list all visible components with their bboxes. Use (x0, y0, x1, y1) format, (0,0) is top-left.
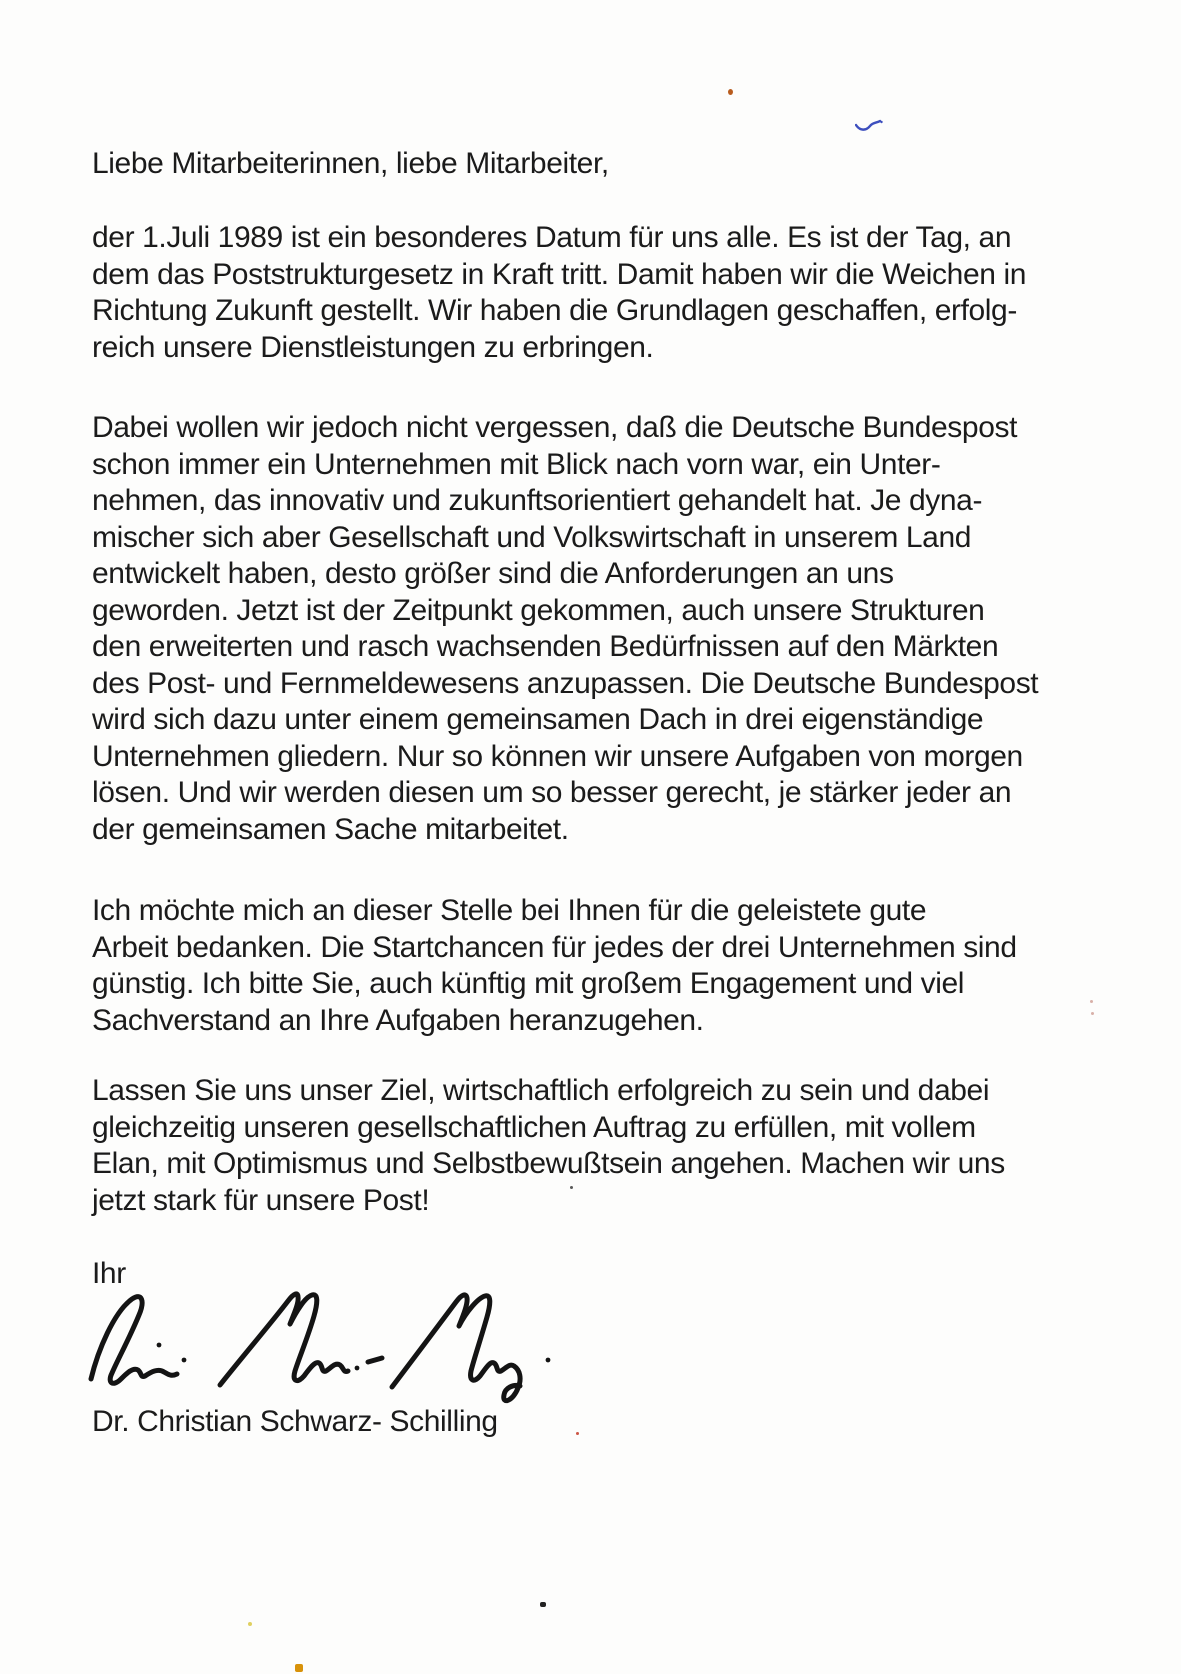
scan-speck-orange (728, 89, 733, 95)
text-line: jetzt stark für unsere Post! (92, 1183, 430, 1217)
text-line: mischer sich aber Gesellschaft und Volkswirtschaft in unserem Land (92, 520, 972, 554)
scan-squiggle-blue (855, 119, 883, 133)
text-line: lösen. Und wir werden diesen um so besser gerecht, je stärker jeder an (92, 776, 1012, 809)
text-line: den erweiterten und rasch wachsenden Bedürfnissen auf den Märkten (92, 630, 999, 663)
text-line: der 1.Juli 1989 ist ein besonderes Datum für uns alle. Es ist der Tag, an (92, 221, 1012, 254)
scan-speck-red (576, 1432, 579, 1435)
closing-word: Ihr (92, 1257, 126, 1290)
handwritten-signature-icon (86, 1288, 561, 1410)
text-line: dem das Poststrukturgesetz in Kraft tritt. Damit haben wir die Weichen in (92, 257, 1026, 291)
text-line: Arbeit bedanken. Die Startchancen für jedes der drei Unternehmen sind (92, 930, 1017, 964)
scan-speck-faint (1091, 1012, 1094, 1015)
text-line: schon immer ein Unternehmen mit Blick nach vorn war, ein Unter- (92, 447, 941, 481)
salutation: Liebe Mitarbeiterinnen, liebe Mitarbeiter, (92, 147, 609, 180)
text-line: gleichzeitig unseren gesellschaftlichen Auftrag zu erfüllen, mit vollem (92, 1110, 976, 1144)
scan-speck-yellow (248, 1622, 252, 1626)
text-line: der gemeinsamen Sache mitarbeitet. (92, 812, 569, 846)
paragraph-2 (92, 410, 1038, 848)
text-line: wird sich dazu unter einem gemeinsamen Dach in drei eigenständige (92, 703, 984, 736)
scan-speck-black (540, 1602, 546, 1607)
text-line: Richtung Zukunft gestellt. Wir haben die Grundlagen geschaffen, erfolg- (92, 294, 1017, 327)
text-line: Sachverstand an Ihre Aufgaben heranzugehen. (92, 1003, 704, 1037)
text-line: reich unsere Dienstleistungen zu erbringen. (92, 330, 654, 364)
scan-speck-faint (1090, 1000, 1093, 1003)
scan-speck-dark (570, 1186, 573, 1189)
text-line: Ich möchte mich an dieser Stelle bei Ihnen für die geleistete gute (92, 894, 927, 927)
paragraph-4 (92, 1073, 1005, 1219)
text-line: nehmen, das innovativ und zukunftsorientiert gehandelt hat. Je dyna- (92, 484, 983, 517)
scan-speck-orange-large (295, 1664, 303, 1672)
text-line: entwickelt haben, desto größer sind die Anforderungen an uns (92, 557, 894, 590)
text-line: Lassen Sie uns unser Ziel, wirtschaftlich erfolgreich zu sein und dabei (92, 1074, 990, 1107)
text-line: günstig. Ich bitte Sie, auch künftig mit großem Engagement und viel (92, 967, 965, 1000)
paragraph-1 (92, 220, 1026, 366)
text-line: Elan, mit Optimismus und Selbstbewußtsein angehen. Machen wir uns (92, 1147, 1005, 1180)
paragraph-3 (92, 893, 1017, 1039)
text-line: Unternehmen gliedern. Nur so können wir unsere Aufgaben von morgen (92, 739, 1023, 773)
text-line: geworden. Jetzt ist der Zeitpunkt gekommen, auch unsere Strukturen (92, 593, 985, 627)
signature-name: Dr. Christian Schwarz- Schilling (92, 1405, 498, 1438)
text-line: des Post- und Fernmeldewesens anzupassen. Die Deutsche Bundespost (92, 666, 1039, 700)
text-line: Dabei wollen wir jedoch nicht vergessen, daß die Deutsche Bundespost (92, 411, 1018, 444)
